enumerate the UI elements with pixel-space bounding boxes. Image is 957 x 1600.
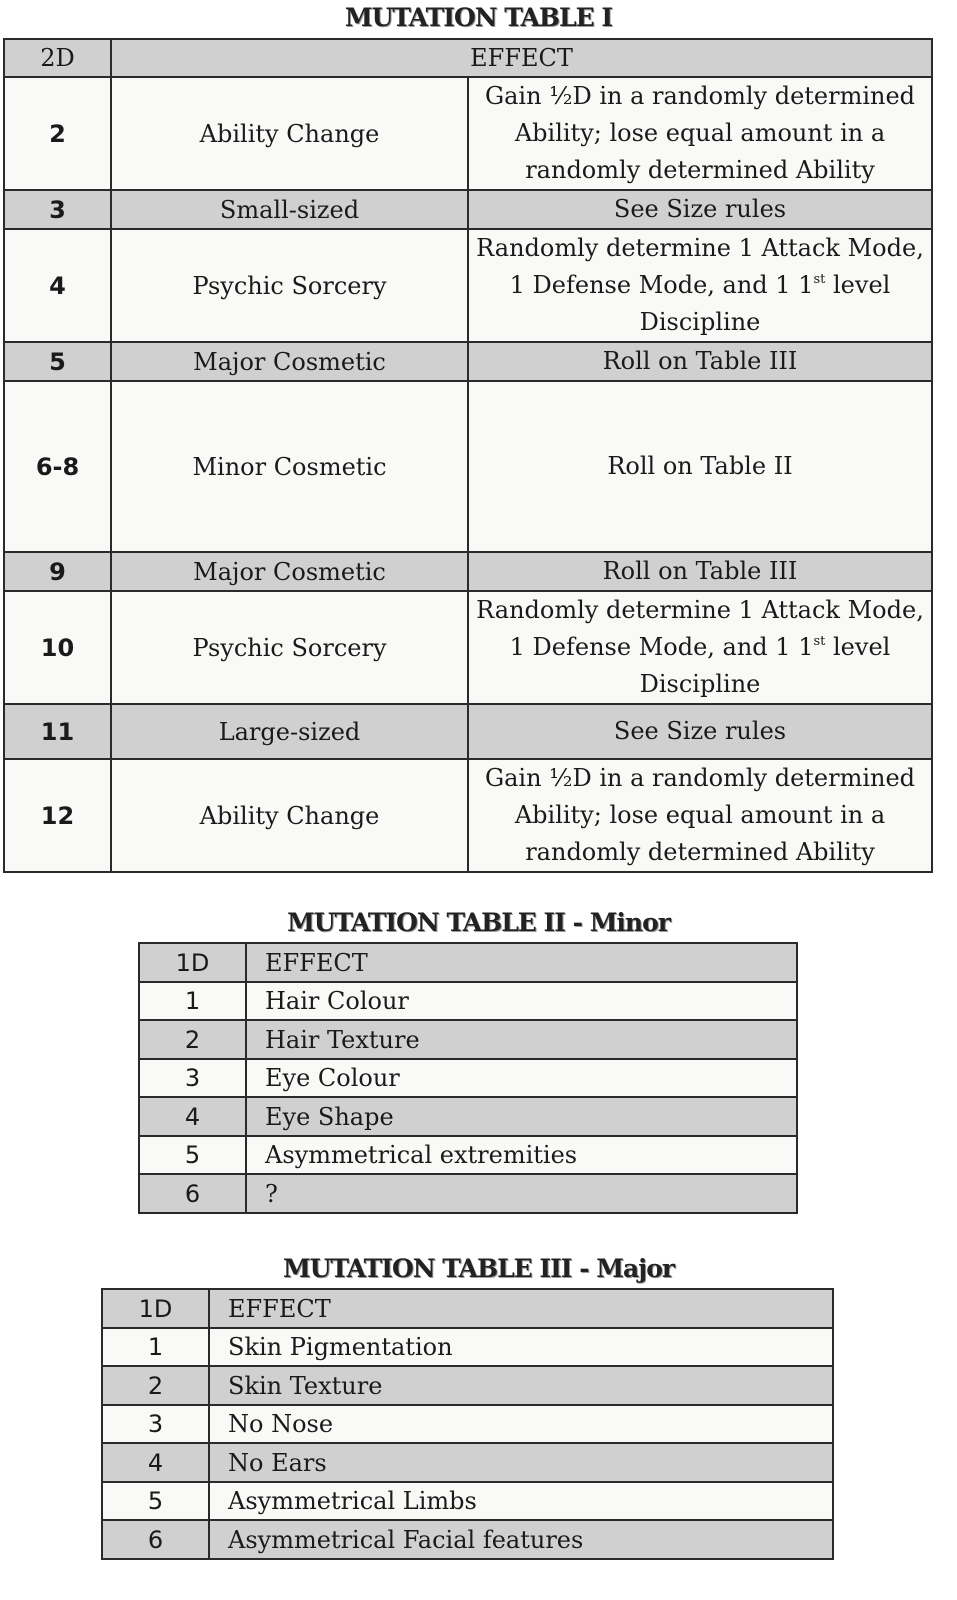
table-row — [4, 381, 932, 552]
effect-cell: Roll on Table II — [468, 381, 932, 552]
table-row — [4, 190, 932, 229]
effect-cell: Hair Texture — [246, 1020, 797, 1059]
mutation-name-cell: Large-sized — [111, 704, 468, 759]
effect-cell — [468, 591, 932, 704]
roll-cell: 12 — [4, 759, 111, 872]
table-row — [139, 1136, 797, 1174]
effect-text-tail: level Discipline — [639, 271, 891, 336]
effect-cell: Roll on Table III — [468, 552, 932, 591]
table-row — [139, 1097, 797, 1136]
table3-title: MUTATION TABLE III - Major — [282, 1254, 675, 1283]
effect-cell: Skin Texture — [209, 1366, 833, 1405]
table-row — [139, 982, 797, 1020]
roll-cell: 3 — [4, 190, 111, 229]
table-row — [4, 229, 932, 342]
table-row — [4, 77, 932, 190]
table-row — [102, 1443, 833, 1482]
roll-cell: 4 — [102, 1443, 209, 1482]
roll-cell: 5 — [4, 342, 111, 381]
table-row — [4, 342, 932, 381]
roll-cell: 1 — [139, 982, 246, 1020]
effect-cell: Roll on Table III — [468, 342, 932, 381]
table2-title: MUTATION TABLE II - Minor — [287, 908, 670, 937]
table-row — [139, 1059, 797, 1097]
roll-cell: 5 — [139, 1136, 246, 1174]
table1-header-row — [4, 39, 932, 77]
roll-cell: 11 — [4, 704, 111, 759]
table-row — [4, 759, 932, 872]
table-row — [102, 1405, 833, 1443]
mutation-name-cell: Major Cosmetic — [111, 342, 468, 381]
effect-cell: Hair Colour — [246, 982, 797, 1020]
table-row — [102, 1366, 833, 1405]
ordinal-suffix: st — [813, 272, 826, 287]
roll-cell: 1 — [102, 1328, 209, 1366]
effect-cell: Gain ½D in a randomly determined Ability; lose equal amount in a randomly determined Ability — [468, 759, 932, 872]
effect-cell: See Size rules — [468, 190, 932, 229]
roll-cell: 6 — [102, 1520, 209, 1559]
table2-header-effect: EFFECT — [246, 943, 797, 982]
effect-text: Randomly determine 1 Attack Mode, 1 Defense Mode, and 1 1 — [476, 596, 924, 661]
table-row — [102, 1482, 833, 1520]
roll-cell: 6-8 — [4, 381, 111, 552]
effect-cell: See Size rules — [468, 704, 932, 759]
table1-header-effect: EFFECT — [111, 39, 932, 77]
table2-header-row — [139, 943, 797, 982]
roll-cell: 4 — [139, 1097, 246, 1136]
effect-cell: Asymmetrical Facial features — [209, 1520, 833, 1559]
roll-cell: 9 — [4, 552, 111, 591]
mutation-table-1 — [3, 38, 933, 873]
effect-cell: ? — [246, 1174, 797, 1213]
effect-text: Randomly determine 1 Attack Mode, 1 Defense Mode, and 1 1 — [476, 234, 924, 299]
roll-cell: 2 — [4, 77, 111, 190]
roll-cell: 6 — [139, 1174, 246, 1213]
table1-title: MUTATION TABLE I — [344, 3, 613, 32]
roll-cell: 4 — [4, 229, 111, 342]
table-row — [102, 1328, 833, 1366]
effect-cell: Asymmetrical Limbs — [209, 1482, 833, 1520]
effect-cell: Eye Shape — [246, 1097, 797, 1136]
table-row — [102, 1520, 833, 1559]
roll-cell: 5 — [102, 1482, 209, 1520]
table-row — [4, 591, 932, 704]
table1-header-die: 2D — [4, 39, 111, 77]
roll-cell: 10 — [4, 591, 111, 704]
mutation-table-2 — [138, 942, 798, 1214]
mutation-name-cell: Psychic Sorcery — [111, 229, 468, 342]
roll-cell: 2 — [102, 1366, 209, 1405]
table3-header-row — [102, 1289, 833, 1328]
table2-header-die: 1D — [139, 943, 246, 982]
effect-cell: No Nose — [209, 1405, 833, 1443]
table-row — [4, 552, 932, 591]
effect-cell: Asymmetrical extremities — [246, 1136, 797, 1174]
mutation-name-cell: Psychic Sorcery — [111, 591, 468, 704]
table3-header-die: 1D — [102, 1289, 209, 1328]
table3-header-effect: EFFECT — [209, 1289, 833, 1328]
mutation-name-cell: Minor Cosmetic — [111, 381, 468, 552]
mutation-name-cell: Major Cosmetic — [111, 552, 468, 591]
ordinal-suffix: st — [813, 634, 826, 649]
effect-cell: Gain ½D in a randomly determined Ability; lose equal amount in a randomly determined Ability — [468, 77, 932, 190]
table-row — [139, 1174, 797, 1213]
table-row — [4, 704, 932, 759]
roll-cell: 2 — [139, 1020, 246, 1059]
mutation-table-3 — [101, 1288, 834, 1560]
mutation-name-cell: Ability Change — [111, 759, 468, 872]
mutation-name-cell: Small-sized — [111, 190, 468, 229]
roll-cell: 3 — [102, 1405, 209, 1443]
mutation-name-cell: Ability Change — [111, 77, 468, 190]
effect-cell: Eye Colour — [246, 1059, 797, 1097]
table-row — [139, 1020, 797, 1059]
effect-cell: Skin Pigmentation — [209, 1328, 833, 1366]
effect-text-tail: level Discipline — [639, 633, 891, 698]
effect-cell — [468, 229, 932, 342]
roll-cell: 3 — [139, 1059, 246, 1097]
effect-cell: No Ears — [209, 1443, 833, 1482]
